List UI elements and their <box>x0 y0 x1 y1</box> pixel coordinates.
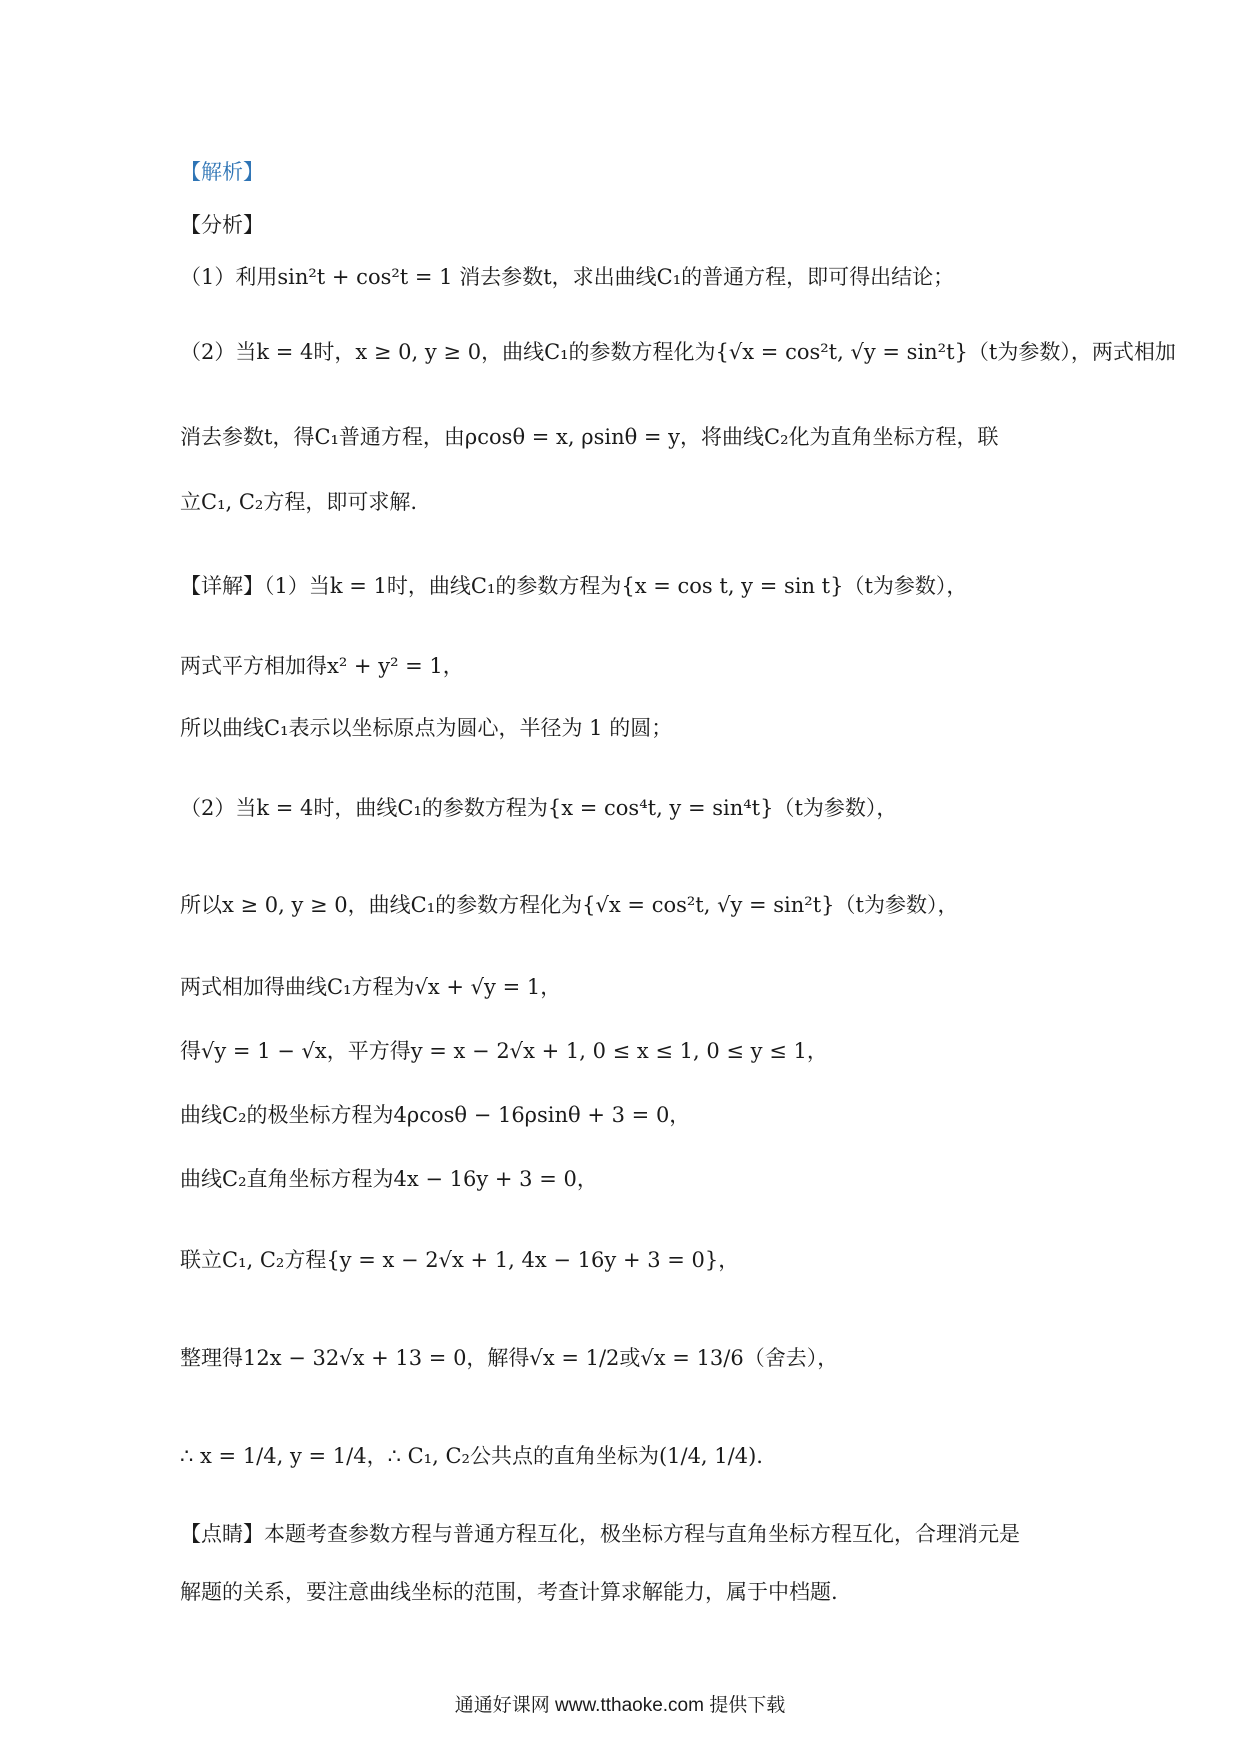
dianjing-line-2: 解题的关系，要注意曲线坐标的范围，考查计算求解能力，属于中档题. <box>180 1580 838 1604</box>
dianjing-text-1: 本题考查参数方程与普通方程互化，极坐标方程与直角坐标方程互化，合理消元是 <box>264 1522 1020 1546</box>
detail-part-1-conclusion: 所以曲线C₁表示以坐标原点为圆心，半径为 1 的圆； <box>180 716 673 740</box>
detail-part-2-polar: 曲线C₂的极坐标方程为4ρcosθ − 16ρsinθ + 3 = 0， <box>180 1103 691 1127</box>
detail-part-2-sqrt-form: 所以x ≥ 0, y ≥ 0，曲线C₁的参数方程化为{√x = cos²t, √y = sin²t}（t为参数）， <box>180 893 959 917</box>
detail-part-2-solve: 整理得12x − 32√x + 13 = 0，解得√x = 1/2或√x = 13/6（舍去）， <box>180 1346 839 1370</box>
fenxi-heading: 【分析】 <box>180 213 264 237</box>
detail-label: 【详解】 <box>180 574 264 598</box>
analysis-part-2-continued: 消去参数t，得C₁普通方程，由ρcosθ = x, ρsinθ = y，将曲线C₂化为直角坐标方程，联 <box>180 425 999 449</box>
detail-part-1-sum: 两式平方相加得x² + y² = 1， <box>180 654 464 678</box>
detail-part-2-system: 联立C₁, C₂方程{y = x − 2√x + 1, 4x − 16y + 3 = 0}， <box>180 1248 740 1272</box>
analysis-part-2: （2）当k = 4时，x ≥ 0, y ≥ 0，曲线C₁的参数方程化为{√x = cos²t, √y = sin²t}（t为参数），两式相加 <box>180 340 1176 364</box>
detail-part-1-text: （1）当k = 1时，曲线C₁的参数方程为{x = cos t, y = sin t}（t为参数）， <box>264 574 968 598</box>
dianjing-line-1 <box>180 1522 1020 1547</box>
analysis-part-1: （1）利用sin²t + cos²t = 1 消去参数t，求出曲线C₁的普通方程，即可得出结论； <box>180 265 955 289</box>
page-footer: 通通好课网 www.tthaoke.com 提供下载 <box>454 1695 786 1716</box>
detail-part-2-result: ∴ x = 1/4, y = 1/4，∴ C₁, C₂公共点的直角坐标为(1/4, 1/4). <box>180 1444 763 1468</box>
detail-part-1 <box>180 574 967 599</box>
jiexi-heading: 【解析】 <box>180 160 264 184</box>
dianjing-label: 【点睛】 <box>180 1522 264 1546</box>
detail-part-2-square: 得√y = 1 − √x，平方得y = x − 2√x + 1, 0 ≤ x ≤ 1, 0 ≤ y ≤ 1， <box>180 1039 828 1063</box>
detail-part-2-sum: 两式相加得曲线C₁方程为√x + √y = 1， <box>180 975 562 999</box>
analysis-part-2-end: 立C₁, C₂方程，即可求解. <box>180 490 417 514</box>
detail-part-2: （2）当k = 4时，曲线C₁的参数方程为{x = cos⁴t, y = sin⁴t}（t为参数）， <box>180 796 898 820</box>
detail-part-2-rect: 曲线C₂直角坐标方程为4x − 16y + 3 = 0， <box>180 1167 598 1191</box>
